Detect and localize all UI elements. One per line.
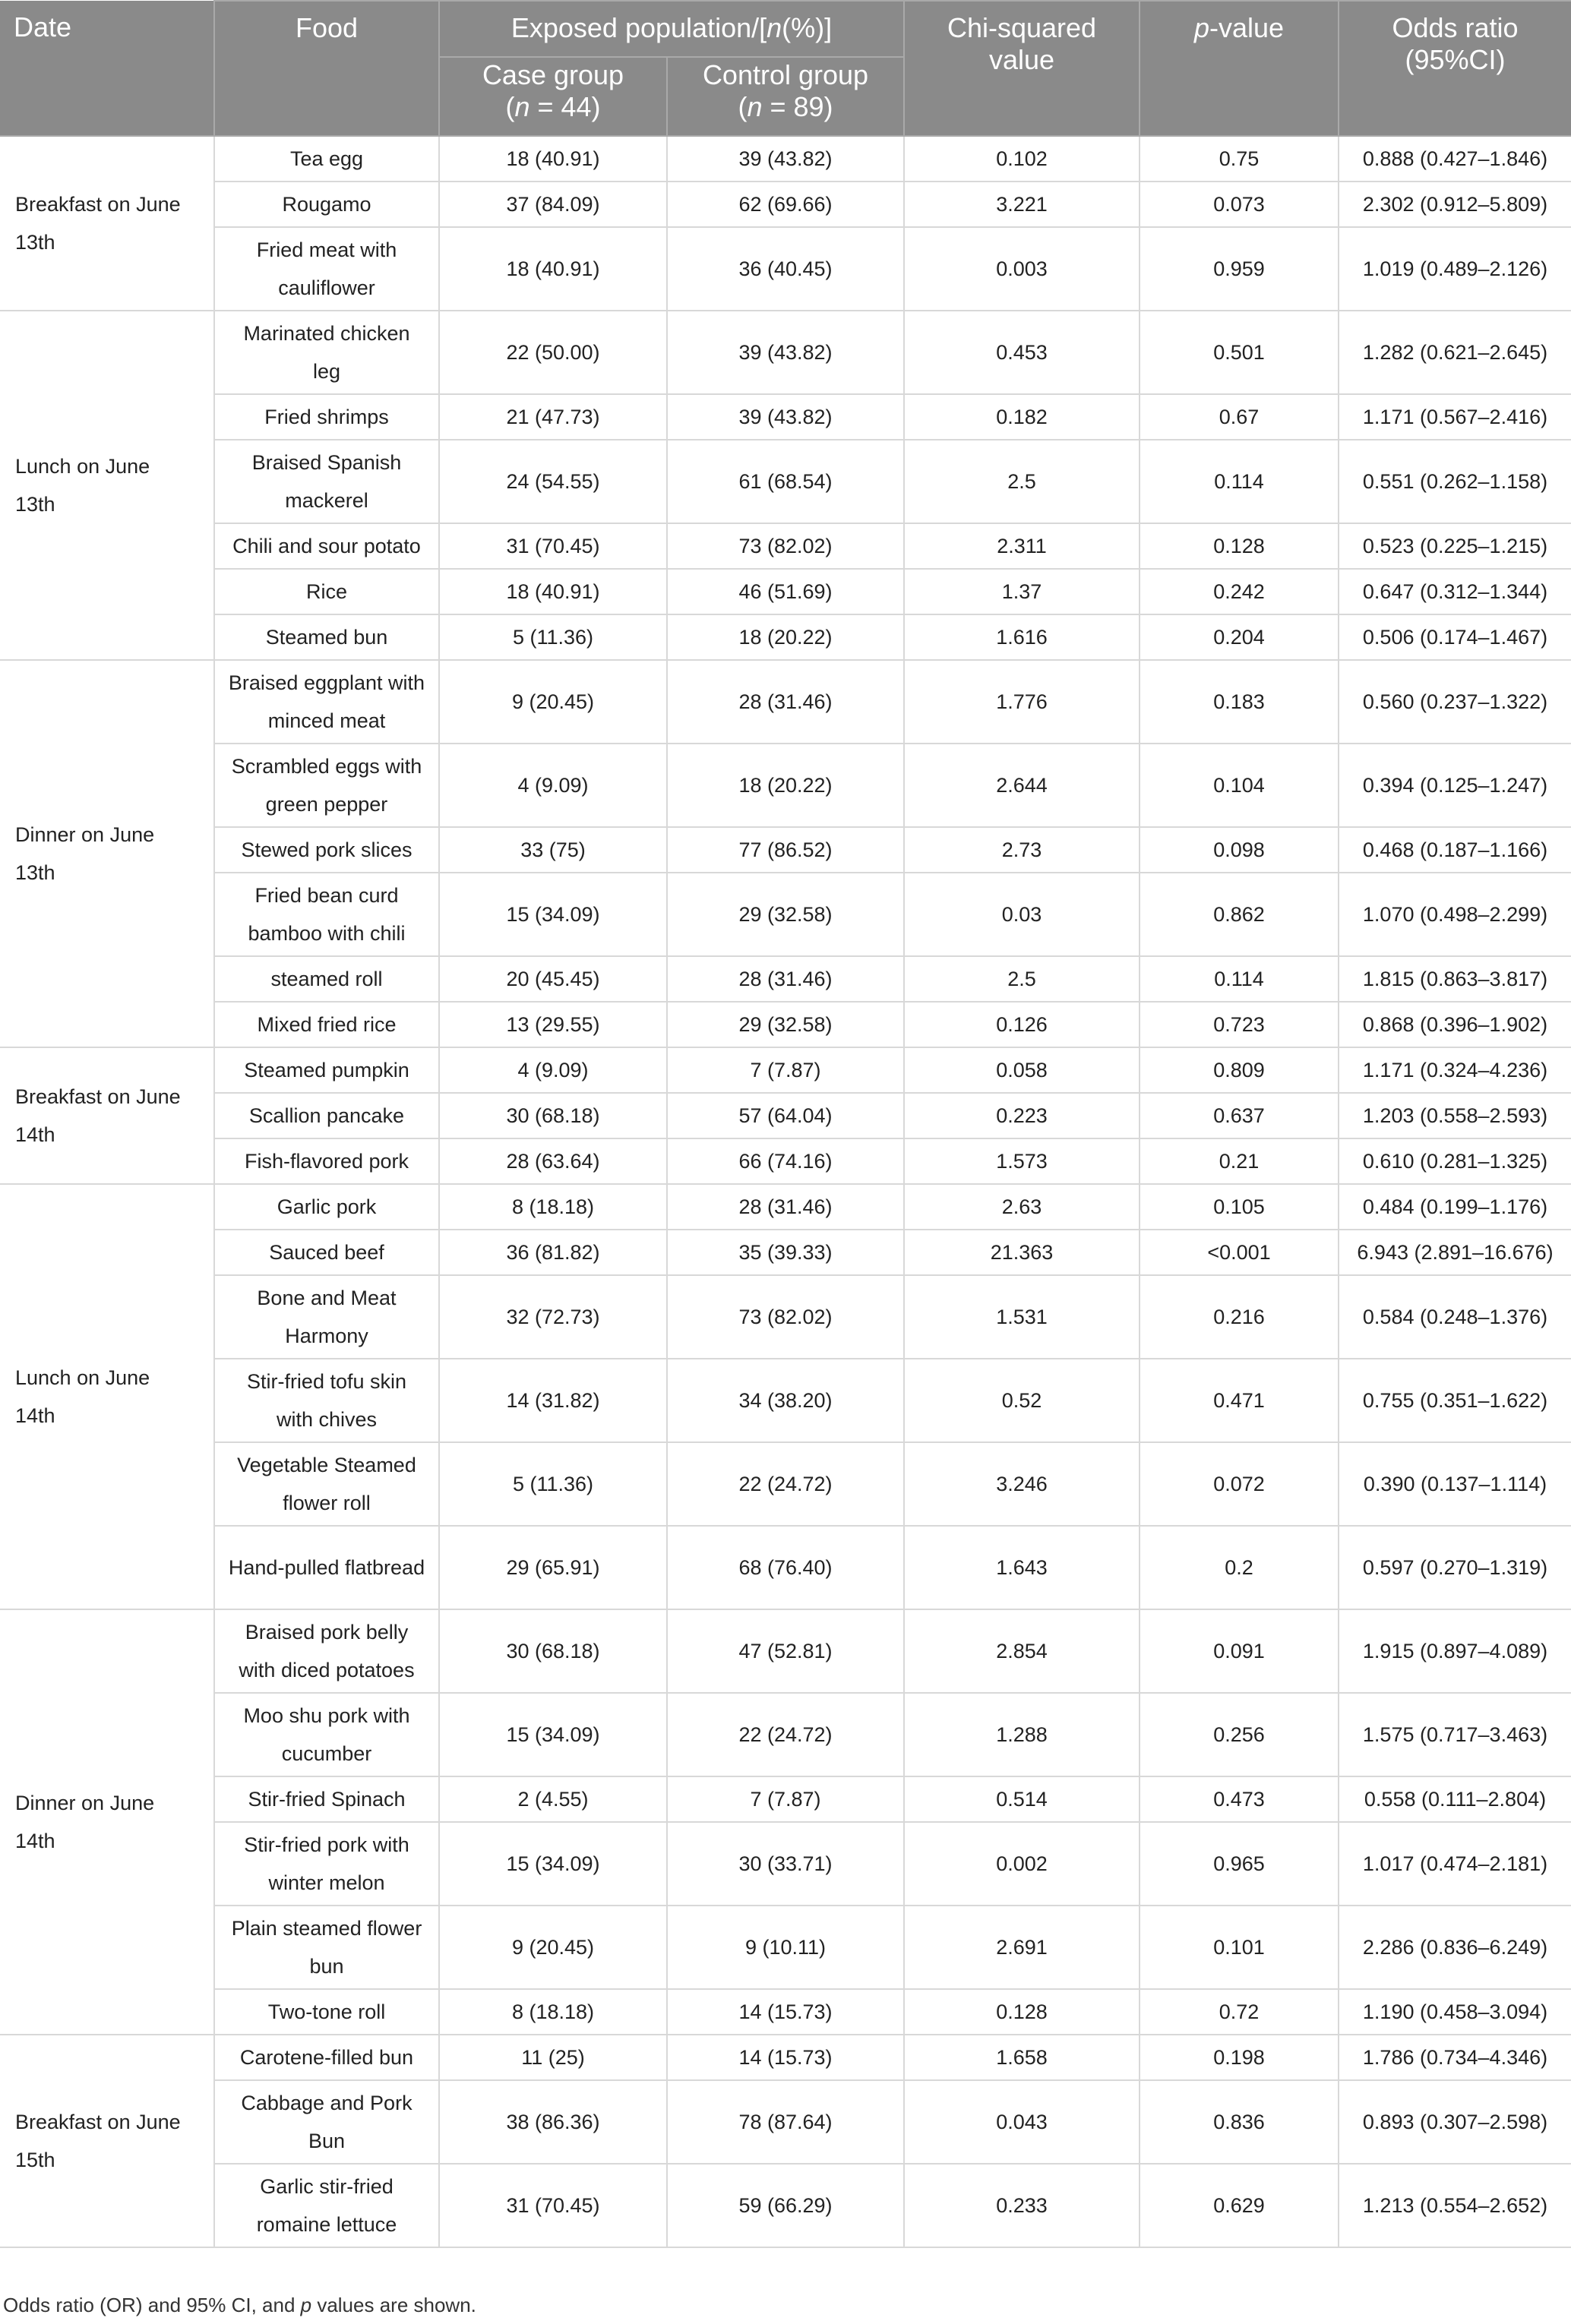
control-value-cell: 78 (87.64) bbox=[667, 2080, 904, 2164]
table-row bbox=[0, 827, 1571, 873]
case-value-cell: 22 (50.00) bbox=[439, 311, 667, 394]
table-row bbox=[0, 2080, 1571, 2164]
footnote-p-var: p bbox=[300, 2294, 312, 2316]
date-cell: Lunch on June 14th bbox=[0, 1184, 214, 1609]
food-cell: Braised pork belly with diced potatoes bbox=[214, 1609, 439, 1693]
case-value-cell: 20 (45.45) bbox=[439, 956, 667, 1002]
chi-squared-value-cell: 2.5 bbox=[904, 440, 1140, 523]
control-value-cell: 7 (7.87) bbox=[667, 1776, 904, 1822]
odds-ratio-value-cell: 0.484 (0.199–1.176) bbox=[1339, 1184, 1571, 1230]
p-value-cell: 0.098 bbox=[1140, 827, 1339, 873]
p-value-cell: 0.2 bbox=[1140, 1526, 1339, 1609]
odds-ratio-value-cell: 1.815 (0.863–3.817) bbox=[1339, 956, 1571, 1002]
control-value-cell: 18 (20.22) bbox=[667, 614, 904, 660]
table-row bbox=[0, 956, 1571, 1002]
case-value-cell: 38 (86.36) bbox=[439, 2080, 667, 2164]
control-value-cell: 35 (39.33) bbox=[667, 1230, 904, 1275]
odds-ratio-value-cell: 1.786 (0.734–4.346) bbox=[1339, 2035, 1571, 2080]
table-row bbox=[0, 1002, 1571, 1047]
p-value-cell: 0.67 bbox=[1140, 394, 1339, 440]
food-cell: Mixed fried rice bbox=[214, 1002, 439, 1047]
food-cell: Hand-pulled flatbread bbox=[214, 1526, 439, 1609]
header-exposed-prefix: Exposed population/[ bbox=[510, 12, 767, 43]
control-value-cell: 34 (38.20) bbox=[667, 1359, 904, 1442]
p-value-cell: 0.114 bbox=[1140, 440, 1339, 523]
p-value-cell: 0.723 bbox=[1140, 1002, 1339, 1047]
food-cell: Two-tone roll bbox=[214, 1989, 439, 2035]
case-value-cell: 8 (18.18) bbox=[439, 1184, 667, 1230]
control-value-cell: 59 (66.29) bbox=[667, 2164, 904, 2247]
case-value-cell: 28 (63.64) bbox=[439, 1138, 667, 1184]
odds-ratio-value-cell: 1.019 (0.489–2.126) bbox=[1339, 227, 1571, 311]
food-cell: Moo shu pork with cucumber bbox=[214, 1693, 439, 1776]
case-value-cell: 24 (54.55) bbox=[439, 440, 667, 523]
food-cell: Scrambled eggs with green pepper bbox=[214, 744, 439, 827]
p-value-cell: 0.809 bbox=[1140, 1047, 1339, 1093]
p-value-cell: 0.501 bbox=[1140, 311, 1339, 394]
table-row bbox=[0, 1989, 1571, 2035]
p-value-cell: 0.101 bbox=[1140, 1906, 1339, 1989]
control-value-cell: 36 (40.45) bbox=[667, 227, 904, 311]
case-value-cell: 36 (81.82) bbox=[439, 1230, 667, 1275]
table-row bbox=[0, 873, 1571, 956]
control-value-cell: 77 (86.52) bbox=[667, 827, 904, 873]
table-row bbox=[0, 569, 1571, 614]
p-value-cell: 0.073 bbox=[1140, 182, 1339, 227]
header-date: Date bbox=[0, 1, 214, 136]
control-value-cell: 61 (68.54) bbox=[667, 440, 904, 523]
table-row bbox=[0, 1442, 1571, 1526]
food-cell: Steamed pumpkin bbox=[214, 1047, 439, 1093]
control-value-cell: 18 (20.22) bbox=[667, 744, 904, 827]
case-value-cell: 2 (4.55) bbox=[439, 1776, 667, 1822]
p-value-cell: 0.128 bbox=[1140, 523, 1339, 569]
p-value-cell: 0.216 bbox=[1140, 1275, 1339, 1359]
food-cell: Stir-fried Spinach bbox=[214, 1776, 439, 1822]
p-value-cell: 0.105 bbox=[1140, 1184, 1339, 1230]
table-row bbox=[0, 1906, 1571, 1989]
control-value-cell: 29 (32.58) bbox=[667, 1002, 904, 1047]
food-cell: Scallion pancake bbox=[214, 1093, 439, 1138]
chi-squared-value-cell: 3.246 bbox=[904, 1442, 1140, 1526]
footnote-prefix: Odds ratio (OR) and 95% CI, and bbox=[3, 2294, 301, 2316]
p-value-cell: 0.242 bbox=[1140, 569, 1339, 614]
p-value-cell: 0.072 bbox=[1140, 1442, 1339, 1526]
header-case-group bbox=[439, 57, 667, 136]
table-row bbox=[0, 660, 1571, 744]
p-value-cell: 0.204 bbox=[1140, 614, 1339, 660]
case-value-cell: 30 (68.18) bbox=[439, 1609, 667, 1693]
p-value-cell: 0.72 bbox=[1140, 1989, 1339, 2035]
case-value-cell: 33 (75) bbox=[439, 827, 667, 873]
case-value-cell: 5 (11.36) bbox=[439, 1442, 667, 1526]
food-cell: Stir-fried pork with winter melon bbox=[214, 1822, 439, 1906]
chi-squared-value-cell: 0.514 bbox=[904, 1776, 1140, 1822]
chi-squared-value-cell: 0.058 bbox=[904, 1047, 1140, 1093]
chi-squared-value-cell: 2.5 bbox=[904, 956, 1140, 1002]
case-value-cell: 9 (20.45) bbox=[439, 660, 667, 744]
header-control-n-value: = 89) bbox=[762, 91, 833, 122]
food-cell: Garlic stir-fried romaine lettuce bbox=[214, 2164, 439, 2247]
food-cell: Fried bean curd bamboo with chili bbox=[214, 873, 439, 956]
p-value-cell: 0.114 bbox=[1140, 956, 1339, 1002]
food-cell: Steamed bun bbox=[214, 614, 439, 660]
food-cell: Vegetable Steamed flower roll bbox=[214, 1442, 439, 1526]
table-row bbox=[0, 1138, 1571, 1184]
chi-squared-value-cell: 2.311 bbox=[904, 523, 1140, 569]
header-p-value bbox=[1140, 1, 1339, 136]
control-value-cell: 57 (64.04) bbox=[667, 1093, 904, 1138]
odds-ratio-value-cell: 6.943 (2.891–16.676) bbox=[1339, 1230, 1571, 1275]
food-cell: Braised eggplant with minced meat bbox=[214, 660, 439, 744]
control-value-cell: 39 (43.82) bbox=[667, 136, 904, 182]
control-value-cell: 62 (69.66) bbox=[667, 182, 904, 227]
food-cell: Braised Spanish mackerel bbox=[214, 440, 439, 523]
chi-squared-value-cell: 1.658 bbox=[904, 2035, 1140, 2080]
chi-squared-value-cell: 0.233 bbox=[904, 2164, 1140, 2247]
case-value-cell: 15 (34.09) bbox=[439, 1822, 667, 1906]
table-row bbox=[0, 1093, 1571, 1138]
odds-ratio-value-cell: 1.171 (0.324–4.236) bbox=[1339, 1047, 1571, 1093]
case-value-cell: 32 (72.73) bbox=[439, 1275, 667, 1359]
case-value-cell: 29 (65.91) bbox=[439, 1526, 667, 1609]
p-value-cell: 0.637 bbox=[1140, 1093, 1339, 1138]
odds-ratio-value-cell: 0.390 (0.137–1.114) bbox=[1339, 1442, 1571, 1526]
p-value-cell: 0.965 bbox=[1140, 1822, 1339, 1906]
header-control-group bbox=[667, 57, 904, 136]
food-cell: Plain steamed flower bun bbox=[214, 1906, 439, 1989]
date-cell: Breakfast on June 14th bbox=[0, 1047, 214, 1184]
case-value-cell: 5 (11.36) bbox=[439, 614, 667, 660]
chi-squared-value-cell: 2.73 bbox=[904, 827, 1140, 873]
header-case-label: Case group bbox=[482, 59, 624, 90]
control-value-cell: 68 (76.40) bbox=[667, 1526, 904, 1609]
food-cell: Stewed pork slices bbox=[214, 827, 439, 873]
header-case-n-value: = 44) bbox=[529, 91, 601, 122]
date-cell: Dinner on June 14th bbox=[0, 1609, 214, 2035]
chi-squared-value-cell: 1.776 bbox=[904, 660, 1140, 744]
control-value-cell: 28 (31.46) bbox=[667, 660, 904, 744]
chi-squared-value-cell: 2.854 bbox=[904, 1609, 1140, 1693]
p-value-cell: 0.091 bbox=[1140, 1609, 1339, 1693]
footnote-suffix: values are shown. bbox=[311, 2294, 476, 2316]
case-value-cell: 8 (18.18) bbox=[439, 1989, 667, 2035]
header-p-var: p bbox=[1193, 12, 1209, 43]
food-cell: Chili and sour potato bbox=[214, 523, 439, 569]
date-cell: Dinner on June 13th bbox=[0, 660, 214, 1047]
odds-ratio-value-cell: 1.915 (0.897–4.089) bbox=[1339, 1609, 1571, 1693]
chi-squared-value-cell: 0.102 bbox=[904, 136, 1140, 182]
table-row bbox=[0, 182, 1571, 227]
p-value-cell: 0.198 bbox=[1140, 2035, 1339, 2080]
case-value-cell: 13 (29.55) bbox=[439, 1002, 667, 1047]
table-row bbox=[0, 1526, 1571, 1609]
table-row bbox=[0, 1047, 1571, 1093]
odds-ratio-value-cell: 0.584 (0.248–1.376) bbox=[1339, 1275, 1571, 1359]
p-value-cell: 0.959 bbox=[1140, 227, 1339, 311]
control-value-cell: 14 (15.73) bbox=[667, 2035, 904, 2080]
control-value-cell: 39 (43.82) bbox=[667, 311, 904, 394]
chi-squared-value-cell: 0.126 bbox=[904, 1002, 1140, 1047]
p-value-cell: 0.473 bbox=[1140, 1776, 1339, 1822]
header-control-n-prefix: ( bbox=[738, 91, 748, 122]
case-value-cell: 30 (68.18) bbox=[439, 1093, 667, 1138]
chi-squared-value-cell: 2.63 bbox=[904, 1184, 1140, 1230]
control-value-cell: 30 (33.71) bbox=[667, 1822, 904, 1906]
food-cell: Carotene-filled bun bbox=[214, 2035, 439, 2080]
food-cell: Bone and Meat Harmony bbox=[214, 1275, 439, 1359]
chi-squared-value-cell: 1.288 bbox=[904, 1693, 1140, 1776]
header-chi-squared: Chi-squared value bbox=[904, 1, 1140, 136]
odds-ratio-value-cell: 0.551 (0.262–1.158) bbox=[1339, 440, 1571, 523]
food-cell: Rougamo bbox=[214, 182, 439, 227]
chi-squared-value-cell: 0.003 bbox=[904, 227, 1140, 311]
chi-squared-value-cell: 1.573 bbox=[904, 1138, 1140, 1184]
control-value-cell: 22 (24.72) bbox=[667, 1693, 904, 1776]
table-row bbox=[0, 1776, 1571, 1822]
chi-squared-value-cell: 21.363 bbox=[904, 1230, 1140, 1275]
control-value-cell: 7 (7.87) bbox=[667, 1047, 904, 1093]
p-value-cell: 0.471 bbox=[1140, 1359, 1339, 1442]
case-value-cell: 15 (34.09) bbox=[439, 873, 667, 956]
chi-squared-value-cell: 0.182 bbox=[904, 394, 1140, 440]
control-value-cell: 28 (31.46) bbox=[667, 956, 904, 1002]
p-value-cell: 0.862 bbox=[1140, 873, 1339, 956]
header-exposed-suffix: (%)] bbox=[782, 12, 833, 43]
food-cell: Fried meat with cauliflower bbox=[214, 227, 439, 311]
chi-squared-value-cell: 0.002 bbox=[904, 1822, 1140, 1906]
table-header bbox=[0, 1, 1571, 136]
chi-squared-value-cell: 1.616 bbox=[904, 614, 1140, 660]
control-value-cell: 39 (43.82) bbox=[667, 394, 904, 440]
table-row bbox=[0, 2035, 1571, 2080]
odds-ratio-value-cell: 0.610 (0.281–1.325) bbox=[1339, 1138, 1571, 1184]
case-value-cell: 31 (70.45) bbox=[439, 523, 667, 569]
table-row bbox=[0, 1693, 1571, 1776]
p-value-cell: 0.104 bbox=[1140, 744, 1339, 827]
p-value-cell: 0.836 bbox=[1140, 2080, 1339, 2164]
odds-ratio-value-cell: 1.070 (0.498–2.299) bbox=[1339, 873, 1571, 956]
food-cell: Stir-fried tofu skin with chives bbox=[214, 1359, 439, 1442]
odds-ratio-value-cell: 0.394 (0.125–1.247) bbox=[1339, 744, 1571, 827]
chi-squared-value-cell: 1.37 bbox=[904, 569, 1140, 614]
control-value-cell: 47 (52.81) bbox=[667, 1609, 904, 1693]
chi-squared-value-cell: 0.453 bbox=[904, 311, 1140, 394]
case-value-cell: 21 (47.73) bbox=[439, 394, 667, 440]
chi-squared-value-cell: 0.03 bbox=[904, 873, 1140, 956]
food-cell: Sauced beef bbox=[214, 1230, 439, 1275]
table-row bbox=[0, 311, 1571, 394]
chi-squared-value-cell: 3.221 bbox=[904, 182, 1140, 227]
odds-ratio-value-cell: 0.506 (0.174–1.467) bbox=[1339, 614, 1571, 660]
chi-squared-value-cell: 2.691 bbox=[904, 1906, 1140, 1989]
table-row bbox=[0, 2164, 1571, 2247]
case-value-cell: 11 (25) bbox=[439, 2035, 667, 2080]
table-row bbox=[0, 136, 1571, 182]
table-row bbox=[0, 1230, 1571, 1275]
case-value-cell: 9 (20.45) bbox=[439, 1906, 667, 1989]
table-row bbox=[0, 440, 1571, 523]
odds-ratio-value-cell: 1.213 (0.554–2.652) bbox=[1339, 2164, 1571, 2247]
odds-ratio-value-cell: 0.560 (0.237–1.322) bbox=[1339, 660, 1571, 744]
food-cell: Cabbage and Pork Bun bbox=[214, 2080, 439, 2164]
case-value-cell: 4 (9.09) bbox=[439, 1047, 667, 1093]
control-value-cell: 28 (31.46) bbox=[667, 1184, 904, 1230]
header-exposed-n: n bbox=[767, 12, 782, 43]
food-cell: Fish-flavored pork bbox=[214, 1138, 439, 1184]
odds-ratio-value-cell: 1.282 (0.621–2.645) bbox=[1339, 311, 1571, 394]
chi-squared-value-cell: 0.223 bbox=[904, 1093, 1140, 1138]
case-value-cell: 14 (31.82) bbox=[439, 1359, 667, 1442]
control-value-cell: 14 (15.73) bbox=[667, 1989, 904, 2035]
odds-ratio-value-cell: 2.302 (0.912–5.809) bbox=[1339, 182, 1571, 227]
food-cell: Tea egg bbox=[214, 136, 439, 182]
table-row bbox=[0, 1275, 1571, 1359]
header-case-n-var: n bbox=[514, 91, 530, 122]
date-cell: Breakfast on June 15th bbox=[0, 2035, 214, 2247]
p-value-cell: 0.256 bbox=[1140, 1693, 1339, 1776]
case-value-cell: 4 (9.09) bbox=[439, 744, 667, 827]
table-row bbox=[0, 614, 1571, 660]
odds-ratio-value-cell: 1.575 (0.717–3.463) bbox=[1339, 1693, 1571, 1776]
table-row bbox=[0, 523, 1571, 569]
p-value-cell: 0.629 bbox=[1140, 2164, 1339, 2247]
header-control-n-var: n bbox=[747, 91, 763, 122]
p-value-cell: 0.75 bbox=[1140, 136, 1339, 182]
table-row bbox=[0, 1184, 1571, 1230]
p-value-cell: 0.183 bbox=[1140, 660, 1339, 744]
food-cell: Fried shrimps bbox=[214, 394, 439, 440]
case-value-cell: 18 (40.91) bbox=[439, 227, 667, 311]
table-row bbox=[0, 394, 1571, 440]
odds-ratio-value-cell: 0.755 (0.351–1.622) bbox=[1339, 1359, 1571, 1442]
control-value-cell: 73 (82.02) bbox=[667, 523, 904, 569]
case-value-cell: 37 (84.09) bbox=[439, 182, 667, 227]
odds-ratio-value-cell: 0.893 (0.307–2.598) bbox=[1339, 2080, 1571, 2164]
date-cell: Lunch on June 13th bbox=[0, 311, 214, 660]
odds-ratio-value-cell: 0.597 (0.270–1.319) bbox=[1339, 1526, 1571, 1609]
case-value-cell: 18 (40.91) bbox=[439, 136, 667, 182]
case-value-cell: 18 (40.91) bbox=[439, 569, 667, 614]
control-value-cell: 73 (82.02) bbox=[667, 1275, 904, 1359]
table-row bbox=[0, 1609, 1571, 1693]
odds-ratio-value-cell: 0.888 (0.427–1.846) bbox=[1339, 136, 1571, 182]
odds-ratio-value-cell: 2.286 (0.836–6.249) bbox=[1339, 1906, 1571, 1989]
chi-squared-value-cell: 2.644 bbox=[904, 744, 1140, 827]
header-control-label: Control group bbox=[702, 59, 869, 90]
food-cell: Rice bbox=[214, 569, 439, 614]
odds-ratio-value-cell: 0.558 (0.111–2.804) bbox=[1339, 1776, 1571, 1822]
odds-ratio-value-cell: 1.171 (0.567–2.416) bbox=[1339, 394, 1571, 440]
food-cell: Garlic pork bbox=[214, 1184, 439, 1230]
table-row bbox=[0, 744, 1571, 827]
p-value-cell: <0.001 bbox=[1140, 1230, 1339, 1275]
chi-squared-value-cell: 0.52 bbox=[904, 1359, 1140, 1442]
date-cell: Breakfast on June 13th bbox=[0, 136, 214, 311]
header-exposed-population bbox=[439, 1, 904, 57]
control-value-cell: 29 (32.58) bbox=[667, 873, 904, 956]
chi-squared-value-cell: 0.128 bbox=[904, 1989, 1140, 2035]
chi-squared-value-cell: 0.043 bbox=[904, 2080, 1140, 2164]
food-cell: Marinated chicken leg bbox=[214, 311, 439, 394]
case-value-cell: 15 (34.09) bbox=[439, 1693, 667, 1776]
control-value-cell: 66 (74.16) bbox=[667, 1138, 904, 1184]
table-row bbox=[0, 1359, 1571, 1442]
table-row bbox=[0, 1822, 1571, 1906]
control-value-cell: 22 (24.72) bbox=[667, 1442, 904, 1526]
case-value-cell: 31 (70.45) bbox=[439, 2164, 667, 2247]
odds-ratio-value-cell: 0.468 (0.187–1.166) bbox=[1339, 827, 1571, 873]
odds-ratio-value-cell: 1.017 (0.474–2.181) bbox=[1339, 1822, 1571, 1906]
header-odds-ratio: Odds ratio (95%CI) bbox=[1339, 1, 1571, 136]
table-footnote bbox=[3, 2294, 476, 2317]
food-cell: steamed roll bbox=[214, 956, 439, 1002]
header-p-suffix: -value bbox=[1209, 12, 1285, 43]
control-value-cell: 46 (51.69) bbox=[667, 569, 904, 614]
odds-ratio-value-cell: 1.203 (0.558–2.593) bbox=[1339, 1093, 1571, 1138]
table-row bbox=[0, 227, 1571, 311]
control-value-cell: 9 (10.11) bbox=[667, 1906, 904, 1989]
p-value-cell: 0.21 bbox=[1140, 1138, 1339, 1184]
odds-ratio-value-cell: 1.190 (0.458–3.094) bbox=[1339, 1989, 1571, 2035]
odds-ratio-value-cell: 0.523 (0.225–1.215) bbox=[1339, 523, 1571, 569]
header-food: Food bbox=[214, 1, 439, 136]
odds-ratio-value-cell: 0.868 (0.396–1.902) bbox=[1339, 1002, 1571, 1047]
table-body bbox=[0, 136, 1571, 2247]
chi-squared-value-cell: 1.531 bbox=[904, 1275, 1140, 1359]
header-case-n-prefix: ( bbox=[505, 91, 515, 122]
odds-ratio-value-cell: 0.647 (0.312–1.344) bbox=[1339, 569, 1571, 614]
chi-squared-value-cell: 1.643 bbox=[904, 1526, 1140, 1609]
